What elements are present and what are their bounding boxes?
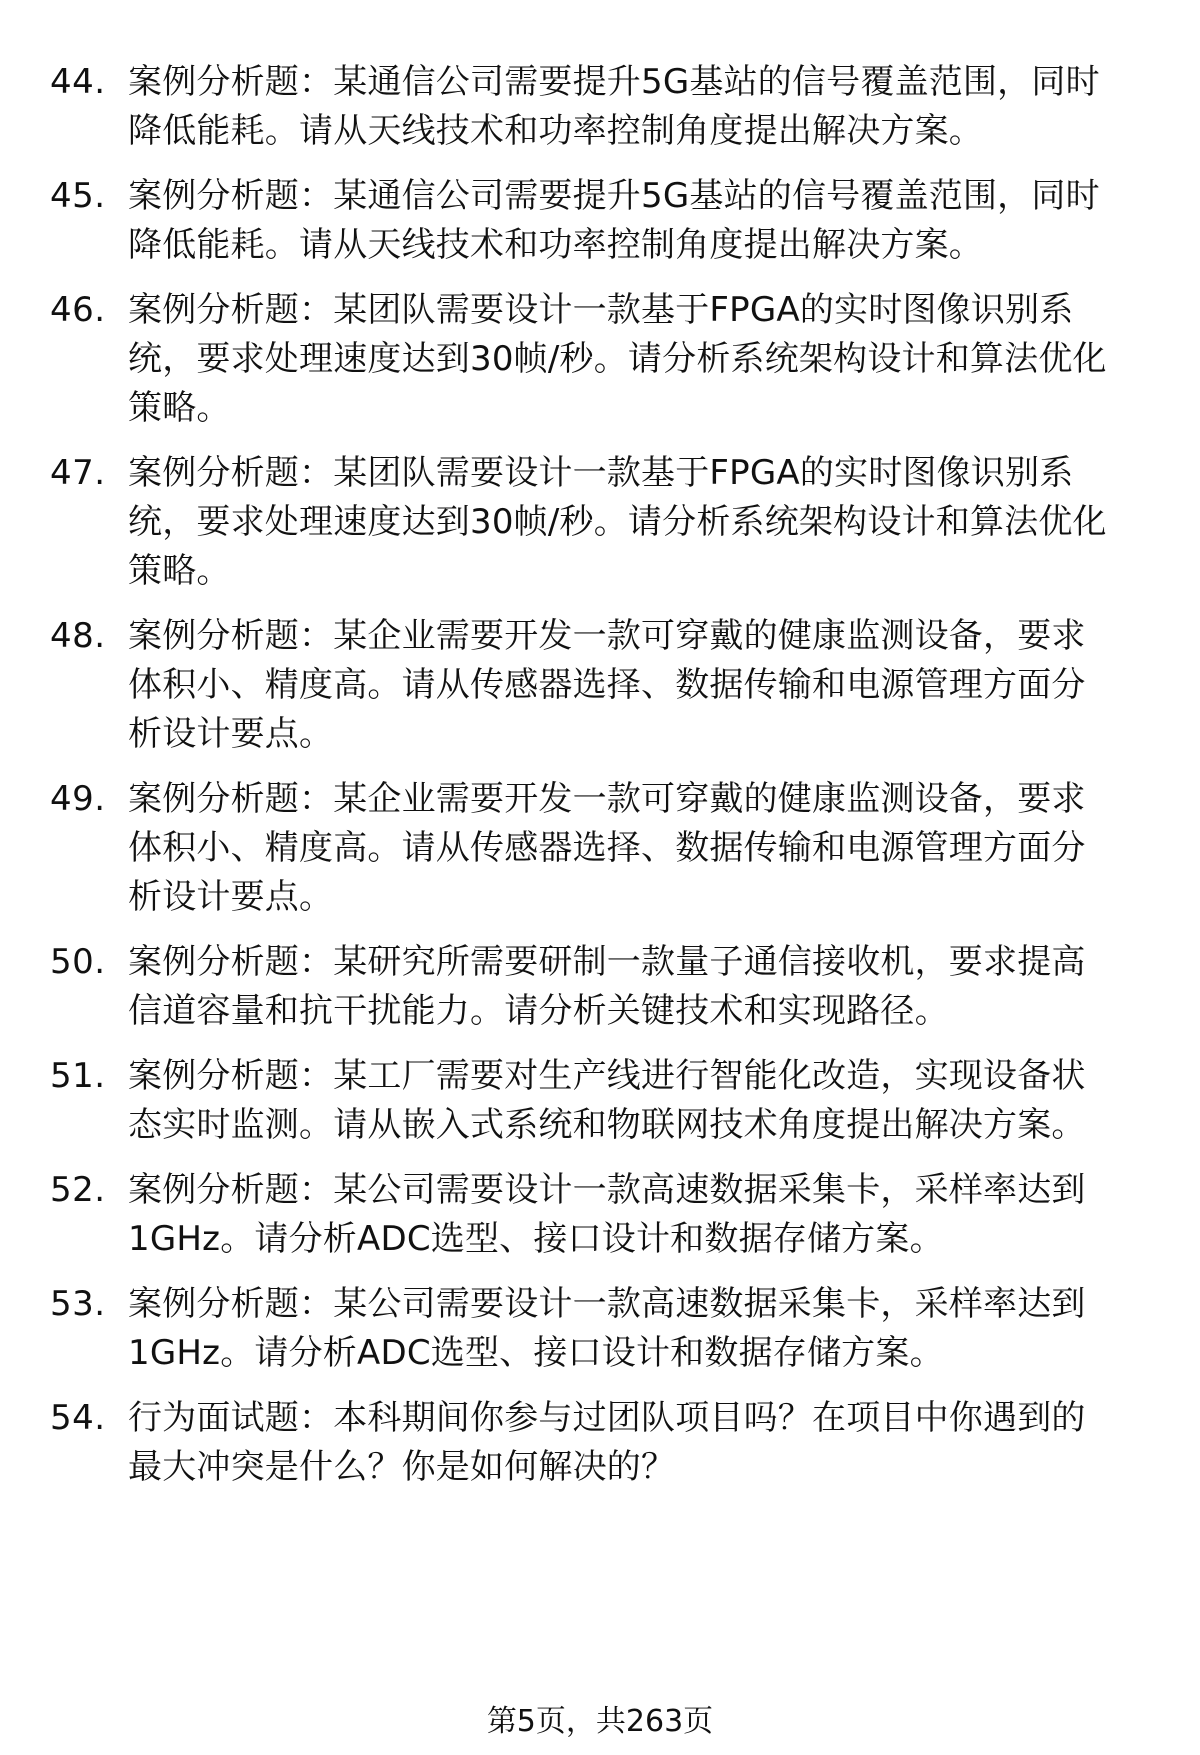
question-number: 54. — [50, 1398, 106, 1438]
question-number: 44. — [50, 62, 106, 102]
question-number: 47. — [50, 453, 106, 493]
question-text — [128, 1394, 1160, 1492]
question-line: 案例分析题：某公司需要设计一款高速数据采集卡，采样率达到 — [128, 1284, 1086, 1324]
question-item — [50, 1280, 1160, 1378]
question-text — [128, 1052, 1160, 1150]
question-line: 案例分析题：某企业需要开发一款可穿戴的健康监测设备，要求 — [128, 616, 1086, 656]
question-line: 案例分析题：某公司需要设计一款高速数据采集卡，采样率达到 — [128, 1170, 1086, 1210]
question-line: 1GHz。请分析ADC选型、接口设计和数据存储方案。 — [128, 1333, 944, 1373]
question-item — [50, 286, 1160, 433]
question-line: 体积小、精度高。请从传感器选择、数据传输和电源管理方面分 — [128, 665, 1086, 705]
question-line: 析设计要点。 — [128, 877, 334, 917]
question-number: 45. — [50, 176, 106, 216]
question-line: 统，要求处理速度达到30帧/秒。请分析系统架构设计和算法优化 — [128, 502, 1107, 542]
question-number: 52. — [50, 1170, 106, 1210]
question-text — [128, 172, 1160, 270]
question-line: 案例分析题：某通信公司需要提升5G基站的信号覆盖范围，同时 — [128, 176, 1100, 216]
page-number-footer: 第5页，共263页 — [486, 1704, 714, 1739]
question-line: 降低能耗。请从天线技术和功率控制角度提出解决方案。 — [128, 225, 983, 265]
question-number: 53. — [50, 1284, 106, 1324]
question-text — [128, 612, 1160, 759]
question-line: 统，要求处理速度达到30帧/秒。请分析系统架构设计和算法优化 — [128, 339, 1107, 379]
question-number: 49. — [50, 779, 106, 819]
question-line: 案例分析题：某工厂需要对生产线进行智能化改造，实现设备状 — [128, 1056, 1086, 1096]
question-line: 态实时监测。请从嵌入式系统和物联网技术角度提出解决方案。 — [128, 1105, 1086, 1145]
question-item — [50, 612, 1160, 759]
question-number: 46. — [50, 290, 106, 330]
question-line: 案例分析题：某团队需要设计一款基于FPGA的实时图像识别系 — [128, 453, 1074, 493]
watermark: ​ — [225, 907, 375, 1086]
question-item — [50, 172, 1160, 270]
question-item — [50, 1166, 1160, 1264]
question-text — [128, 938, 1160, 1036]
question-line: 案例分析题：某通信公司需要提升5G基站的信号覆盖范围，同时 — [128, 62, 1100, 102]
question-line: 行为面试题：本科期间你参与过团队项目吗？在项目中你遇到的 — [128, 1398, 1086, 1438]
question-line: 案例分析题：某团队需要设计一款基于FPGA的实时图像识别系 — [128, 290, 1074, 330]
question-text — [128, 286, 1160, 433]
question-item — [50, 938, 1160, 1036]
question-line: 析设计要点。 — [128, 714, 334, 754]
question-line: 策略。 — [128, 388, 231, 428]
question-item — [50, 449, 1160, 596]
question-list — [50, 58, 1160, 1492]
question-item — [50, 1394, 1160, 1492]
question-line: 降低能耗。请从天线技术和功率控制角度提出解决方案。 — [128, 111, 983, 151]
question-text — [128, 1166, 1160, 1264]
question-line: 最大冲突是什么？你是如何解决的？ — [128, 1447, 676, 1487]
question-number: 48. — [50, 616, 106, 656]
question-line: 1GHz。请分析ADC选型、接口设计和数据存储方案。 — [128, 1219, 944, 1259]
question-item — [50, 1052, 1160, 1150]
question-item — [50, 775, 1160, 922]
question-text — [128, 58, 1160, 156]
question-item — [50, 58, 1160, 156]
question-line: 体积小、精度高。请从传感器选择、数据传输和电源管理方面分 — [128, 828, 1086, 868]
question-number: 51. — [50, 1056, 106, 1096]
question-line: 案例分析题：某研究所需要研制一款量子通信接收机，要求提高 — [128, 942, 1086, 982]
question-text — [128, 775, 1160, 922]
question-number: 50. — [50, 942, 106, 982]
question-text — [128, 1280, 1160, 1378]
question-text — [128, 449, 1160, 596]
question-line: 案例分析题：某企业需要开发一款可穿戴的健康监测设备，要求 — [128, 779, 1086, 819]
question-line: 策略。 — [128, 551, 231, 591]
question-line: 信道容量和抗干扰能力。请分析关键技术和实现路径。 — [128, 991, 949, 1031]
